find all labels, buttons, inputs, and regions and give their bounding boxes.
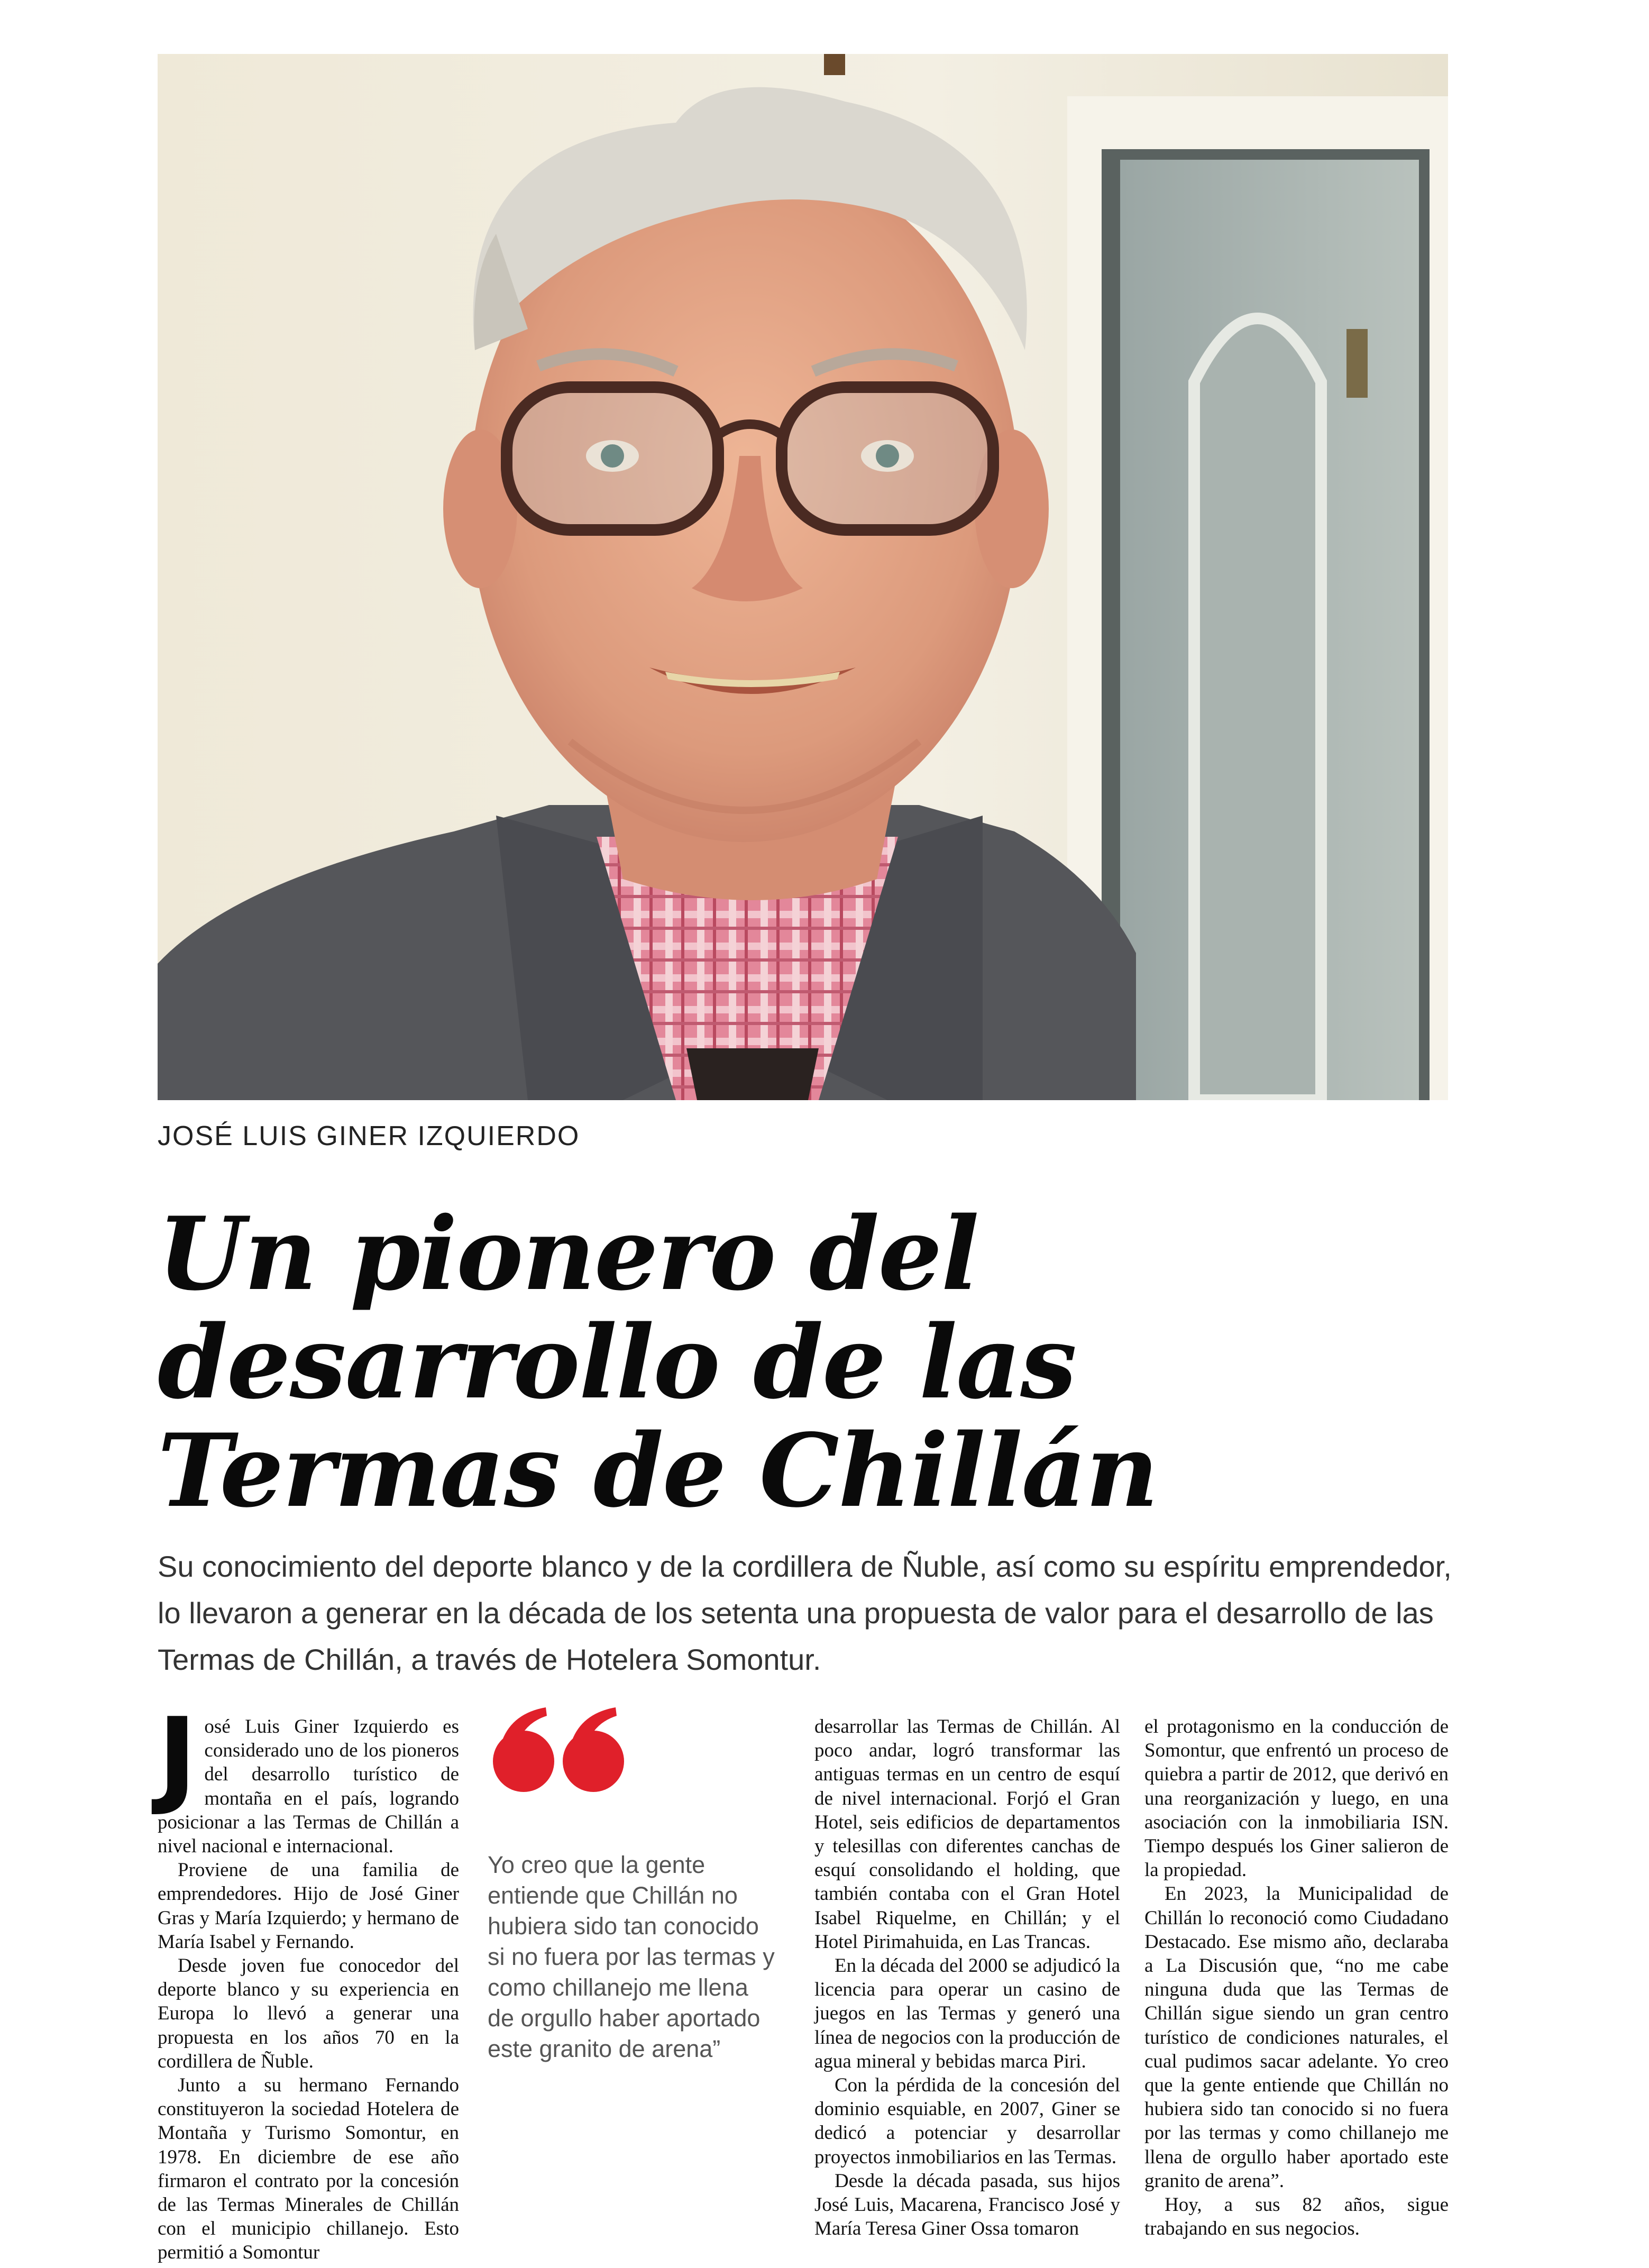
body-column-4 bbox=[1144, 1715, 1449, 2240]
body-paragraph: En 2023, la Municipalidad de Chillán lo reconoció como Ciudadano Destacado. Ese mismo año, declaraba a La Discusión que, “no me cabe ninguna duda que las Termas de Chillán sigue siendo un gran centro turístico de condiciones naturales, el cual pudimos sacar adelante. Yo creo que la gente entiende que Chillán no hubiera sido tan conocido si no fuera por las termas y como chillanejo me llena de orgullo haber aportado este granito de arena”. bbox=[1144, 1883, 1449, 2192]
pull-quote bbox=[488, 1704, 780, 2064]
quote-mark-icon bbox=[488, 1704, 630, 1794]
drop-cap: J bbox=[158, 1695, 197, 1818]
headline-line: desarrollo de las bbox=[158, 1303, 1076, 1421]
body-paragraph: Desde joven fue conocedor del deporte blanco y su experiencia en Europa lo llevó a generar una propuesta en los años 70 en la cordillera de Ñuble. bbox=[158, 1955, 459, 2072]
pull-quote-text: Yo creo que la gente entiende que Chillán no hubiera sido tan conocido si no fuera por las termas y como chillanejo me llena de orgullo haber aportado este granito de arena” bbox=[488, 1851, 775, 2062]
headline bbox=[158, 1195, 1427, 1530]
lede-line: lo llevaron a generar en la década de los setenta una propuesta de valor para el desarrollo de las bbox=[158, 1596, 1434, 1630]
body-paragraph: Hoy, a sus 82 años, sigue trabajando en sus negocios. bbox=[1144, 2194, 1449, 2240]
body-paragraph: osé Luis Giner Izquierdo es considerado uno de los pioneros del desarrollo turístico de montaña en el país, logrando posicionar a las Termas de Chillán a nivel nacional e internacional. bbox=[158, 1716, 459, 1858]
lede-line: Termas de Chillán, a través de Hotelera Somontur. bbox=[158, 1643, 821, 1676]
body-paragraph: el protagonismo en la conducción de Somontur, que enfrentó un proceso de quiebra a partir de 2012, que derivó en una reorganización y luego, en una asociación con la inmobiliaria ISN. Tiempo después los Giner salieron de la propiedad. bbox=[1144, 1716, 1449, 1881]
headline-line: Termas de Chillán bbox=[158, 1412, 1158, 1530]
body-paragraph: En la década del 2000 se adjudicó la licencia para operar un casino de juegos en las Termas y generó una línea de negocios con la producción de agua mineral y bebidas marca Piri. bbox=[814, 1955, 1120, 2072]
headline-line: Un pionero del bbox=[158, 1195, 978, 1313]
portrait-illustration bbox=[158, 54, 1448, 1100]
lede-line: Su conocimiento del deporte blanco y de la cordillera de Ñuble, así como su espíritu emprendedor, bbox=[158, 1550, 1452, 1583]
portrait-photo bbox=[158, 54, 1448, 1100]
lede-paragraph bbox=[158, 1543, 1459, 1683]
body-paragraph: desarrollar las Termas de Chillán. Al poco andar, logró transformar las antiguas termas en un centro de esquí de nivel internacional. Forjó el Gran Hotel, seis edificios de departamentos y telesillas con diferentes canchas de esquí consolidando el holding, que también contaba con el Gran Hotel Isabel Riquelme, en Chillán; y el Hotel Pirimahuida, en Las Trancas. bbox=[814, 1716, 1120, 1953]
body-column-1 bbox=[158, 1695, 459, 2265]
body-paragraph: Desde la década pasada, sus hijos José Luis, Macarena, Francisco José y María Teresa Giner Ossa tomaron bbox=[814, 2170, 1120, 2240]
body-paragraph: Con la pérdida de la concesión del dominio esquiable, en 2007, Giner se dedicó a potenciar y desarrollar proyectos inmobiliarios en las Termas. bbox=[814, 2074, 1120, 2168]
body-column-3 bbox=[814, 1715, 1120, 2240]
body-paragraph: Junto a su hermano Fernando constituyeron la sociedad Hotelera de Montaña y Turismo Somontur, en 1978. En diciembre de ese año firmaron el contrato por la concesión de las Termas Minerales de Chillán con el municipio chillanejo. Esto permitió a Somontur bbox=[158, 2074, 459, 2264]
kicker-name: JOSÉ LUIS GINER IZQUIERDO bbox=[158, 1121, 580, 1151]
body-paragraph: Proviene de una familia de emprendedores. Hijo de José Giner Gras y María Izquierdo; y hermano de María Isabel y Fernando. bbox=[158, 1859, 459, 1953]
